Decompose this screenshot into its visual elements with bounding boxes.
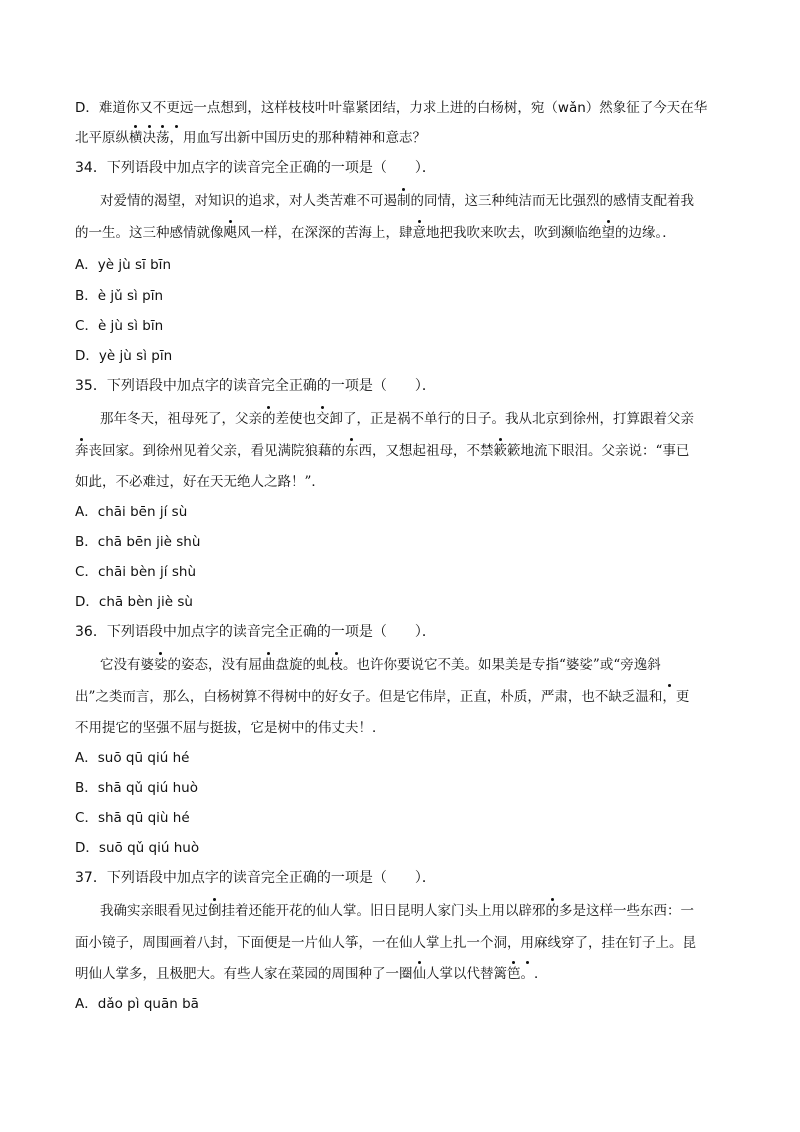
emphasized-char: 笆	[507, 966, 521, 982]
emphasized-char: 枝	[329, 657, 343, 673]
option-b-34: B．è jǔ sì pīn	[75, 288, 164, 304]
question-36-stem: 36．下列语段中加点字的读音完全正确的一项是（ ）．	[75, 624, 436, 640]
option-d-33-line2: 北平原纵横决荡，用血写出新中国历史的那种精神和意志？	[75, 130, 426, 146]
emphasized-char: 望	[601, 225, 615, 241]
emphasized-char: 交	[316, 411, 330, 427]
emphasized-char: 东	[345, 443, 359, 459]
emphasized-char: 。	[520, 966, 534, 982]
passage-36-line2: 出”之类而言，那么，白杨树算不得树中的好女子。但是它伟岸，正直，朴质，严肃，也不缺乏温和，更	[75, 689, 690, 705]
emphasized-char: 的	[545, 903, 559, 919]
emphasized-char: 奔	[75, 443, 89, 459]
emphasized-char: 的	[262, 411, 276, 427]
emphasized-char: 决	[142, 130, 156, 146]
option-a-35: A．chāi bēn jí sù	[75, 504, 188, 520]
option-a-36: A．suō qū qiú hé	[75, 750, 190, 766]
emphasized-char: 飓	[223, 225, 237, 241]
option-c-36: C．shā qū qiù hé	[75, 810, 190, 826]
option-d-34: D．yè jù sì pīn	[75, 348, 173, 364]
option-a-34: A．yè jù sī bīn	[75, 257, 171, 273]
question-35-stem: 35．下列语段中加点字的读音完全正确的一项是（ ）．	[75, 378, 436, 394]
question-34-stem: 34．下列语段中加点字的读音完全正确的一项是（ ）．	[75, 160, 436, 176]
emphasized-char: 荡	[156, 130, 170, 146]
emphasized-char: ，	[169, 130, 183, 146]
passage-34-line1: 对爱情的渴望，对知识的追求，对人类苦难不可遏制的同情，这三种纯洁而无比强烈的感情支配着我	[100, 193, 694, 209]
option-a-37: A．dǎo pì quān bā	[75, 996, 199, 1012]
passage-37-line3: 明仙人掌多，且极肥大。有些人家在菜园的周围种了一圈仙人掌以代替篱笆。．	[75, 966, 548, 982]
option-d-33-line1: D．难道你又不更远一点想到，这样枝枝叶叶靠紧团结，力求上进的白杨树，宛（wǎn）然象征了今天在华	[75, 100, 708, 116]
emphasized-char: 倒	[208, 903, 222, 919]
passage-37-line1: 我确实亲眼看见过倒挂着还能开花的仙人掌。旧日昆明人家门头上用以辟邪的多是这样一些东西：一	[100, 903, 694, 919]
emphasized-char: 曲	[262, 657, 276, 673]
emphasized-char: 娑	[154, 657, 168, 673]
option-b-36: B．shā qǔ qiú huò	[75, 780, 198, 796]
emphasized-char: 仙	[412, 966, 426, 982]
emphasized-char: 簌	[493, 443, 507, 459]
passage-35-line1: 那年冬天，祖母死了，父亲的差使也交卸了，正是祸不单行的日子。我从北京到徐州，打算跟着父亲	[100, 411, 694, 427]
option-b-35: B．chā bēn jiè shù	[75, 534, 201, 550]
option-d-35: D．chā bèn jiè sù	[75, 594, 193, 610]
emphasized-char: ，	[662, 689, 676, 705]
emphasized-char: 横	[129, 130, 143, 146]
emphasized-char: 意	[412, 225, 426, 241]
passage-37-line2: 面小镜子，周围画着八封，下面便是一片仙人筝，一在仙人掌上扎一个洞，用麻线穿了，挂在钉子上。昆	[75, 935, 696, 951]
option-c-35: C．chāi bèn jí shù	[75, 564, 197, 580]
emphasized-char: 制	[397, 193, 411, 209]
question-37-stem: 37．下列语段中加点字的读音完全正确的一项是（ ）．	[75, 870, 436, 886]
passage-34-line2: 的一生。这三种感情就像飓风一样，在深深的苦海上，肆意地把我吹来吹去，吹到濒临绝望的边缘。．	[75, 225, 676, 241]
passage-36-line3: 不用提它的坚强不屈与挺拔，它是树中的伟丈夫！．	[75, 720, 386, 736]
passage-35-line3: 如此，不必难过，好在天无绝人之路！”．	[75, 474, 325, 490]
option-c-34: C．è jù sì bīn	[75, 318, 164, 334]
passage-36-line1: 它没有婆娑的姿态，没有屈曲盘旋的虬枝。也许你要说它不美。如果美是专指“婆娑”或“旁逸斜	[100, 657, 661, 673]
option-d-36: D．suō qǔ qiú huò	[75, 840, 200, 856]
passage-35-line2: 奔丧回家。到徐州见着父亲，看见满院狼藉的东西，又想起祖母，不禁簌簌地流下眼泪。父亲说：“事已	[75, 443, 690, 459]
